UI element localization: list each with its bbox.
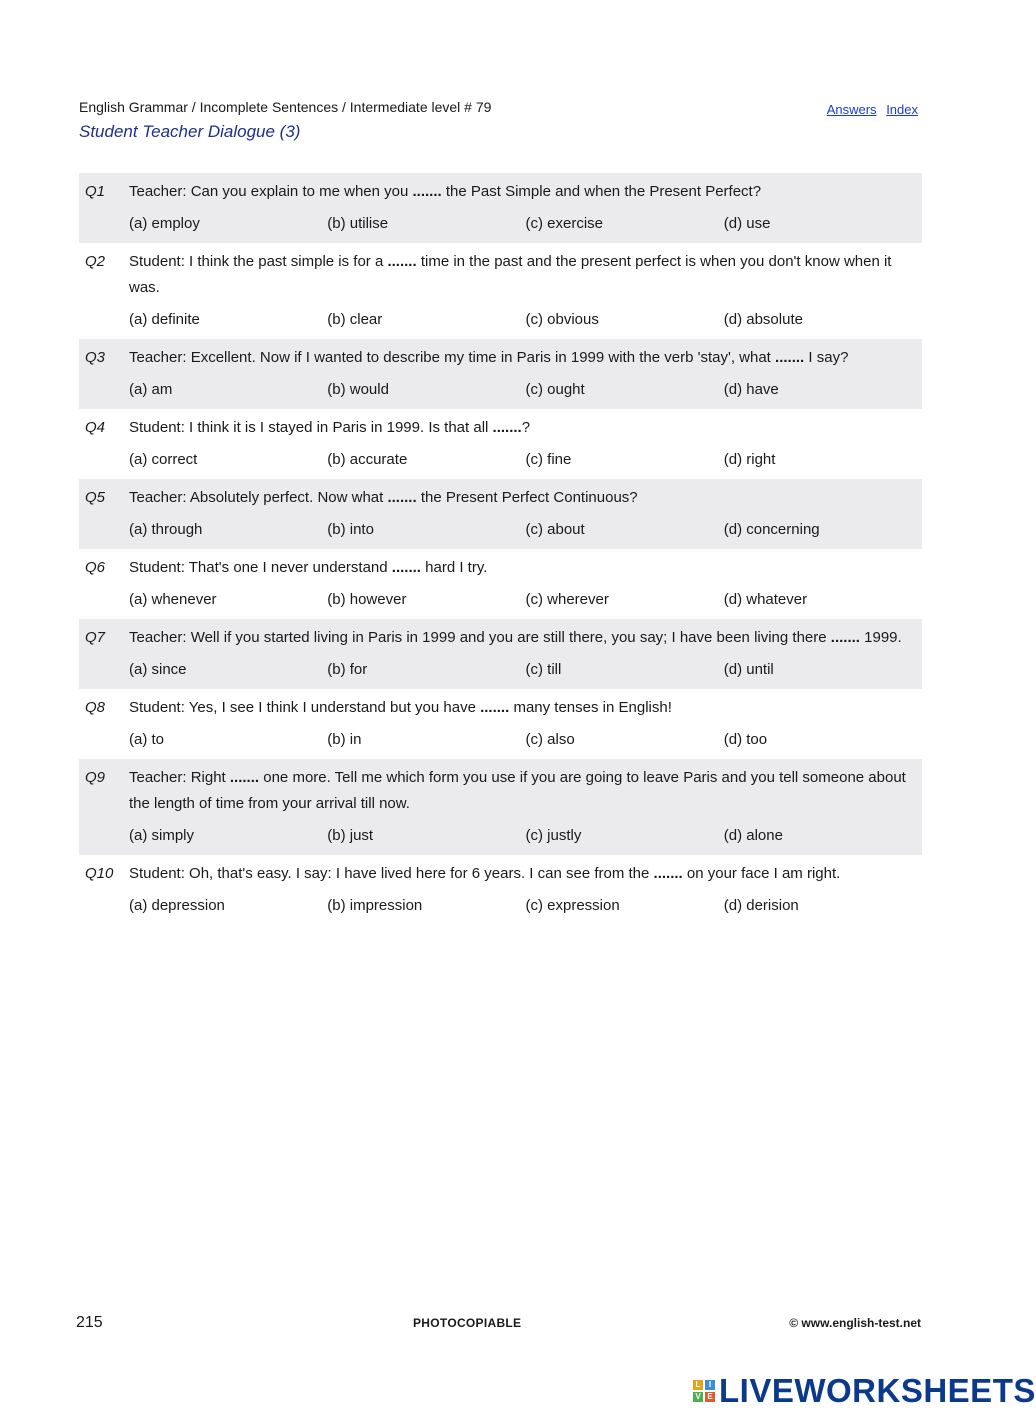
answer-option[interactable]: (b) impression bbox=[327, 897, 423, 914]
answer-option[interactable]: (a) am bbox=[129, 381, 173, 398]
answer-options bbox=[129, 727, 922, 753]
question-row bbox=[79, 249, 922, 301]
question-number: Q6 bbox=[85, 559, 106, 576]
question-text-before: Student: Oh, that's easy. I say: I have lived here for 6 years. I can see from the bbox=[129, 865, 650, 882]
question-text bbox=[129, 415, 922, 441]
question-row bbox=[79, 415, 922, 441]
question-text-after: the Past Simple and when the Present Perfect? bbox=[445, 183, 762, 200]
question-text-before: Teacher: Excellent. Now if I wanted to describe my time in Paris in 1999 with the verb 'stay', what bbox=[129, 349, 771, 366]
answer-option[interactable]: (c) till bbox=[525, 661, 562, 678]
answer-options bbox=[129, 893, 922, 919]
answer-option[interactable]: (d) until bbox=[723, 661, 774, 678]
answer-option[interactable]: (c) also bbox=[525, 731, 575, 748]
question-text-before: Student: Yes, I see I think I understand but you have bbox=[129, 699, 476, 716]
answer-option[interactable]: (a) through bbox=[129, 521, 203, 538]
logo-mark-cell: E bbox=[705, 1392, 715, 1402]
answer-option[interactable]: (b) in bbox=[327, 731, 362, 748]
answer-blank: ....... bbox=[492, 419, 522, 436]
breadcrumb: English Grammar / Incomplete Sentences / Intermediate level # 79 bbox=[79, 99, 492, 115]
answer-options bbox=[129, 211, 922, 237]
index-link[interactable]: Index bbox=[886, 102, 918, 117]
question-item bbox=[79, 549, 922, 619]
question-text bbox=[129, 695, 922, 721]
logo-mark-cell: I bbox=[705, 1380, 715, 1390]
answer-option[interactable]: (b) into bbox=[327, 521, 374, 538]
question-item bbox=[79, 759, 922, 855]
answer-options bbox=[129, 517, 922, 543]
answer-blank: ....... bbox=[387, 253, 417, 270]
question-item bbox=[79, 173, 922, 243]
question-text-before: Teacher: Well if you started living in Paris in 1999 and you are still there, you say; I have been living there bbox=[129, 629, 827, 646]
question-text-after: 1999. bbox=[864, 629, 902, 646]
question-item bbox=[79, 619, 922, 689]
question-number: Q8 bbox=[85, 699, 106, 716]
question-number: Q5 bbox=[85, 489, 106, 506]
answer-blank: ....... bbox=[775, 349, 805, 366]
answer-option[interactable]: (a) depression bbox=[129, 897, 225, 914]
answer-option[interactable]: (b) would bbox=[327, 381, 389, 398]
page-number: 215 bbox=[76, 1314, 103, 1331]
page-title: Student Teacher Dialogue (3) bbox=[79, 122, 301, 141]
question-text-after: ? bbox=[521, 419, 531, 436]
answer-option[interactable]: (d) too bbox=[723, 731, 768, 748]
question-text bbox=[129, 179, 922, 205]
question-item bbox=[79, 409, 922, 479]
question-row bbox=[79, 179, 922, 205]
answer-option[interactable]: (d) derision bbox=[723, 897, 799, 914]
question-item bbox=[79, 479, 922, 549]
question-number: Q10 bbox=[85, 865, 114, 882]
answer-option[interactable]: (c) justly bbox=[525, 827, 582, 844]
answers-link[interactable]: Answers bbox=[826, 102, 877, 117]
answer-option[interactable]: (c) obvious bbox=[525, 311, 599, 328]
top-links bbox=[821, 102, 918, 117]
question-text-after: the Present Perfect Continuous? bbox=[420, 489, 638, 506]
answer-option[interactable]: (c) ought bbox=[525, 381, 585, 398]
liveworksheets-logo bbox=[693, 1372, 1036, 1410]
question-text bbox=[129, 555, 922, 581]
answer-option[interactable]: (a) since bbox=[129, 661, 187, 678]
photocopiable-label: PHOTOCOPIABLE bbox=[413, 1316, 522, 1330]
copyright-text: © www.english-test.net bbox=[789, 1316, 921, 1330]
answer-option[interactable]: (c) exercise bbox=[525, 215, 604, 232]
answer-option[interactable]: (a) correct bbox=[129, 451, 198, 468]
question-text-before: Teacher: Absolutely perfect. Now what bbox=[129, 489, 384, 506]
question-number: Q4 bbox=[85, 419, 106, 436]
question-list bbox=[79, 173, 922, 925]
logo-mark-cell: L bbox=[693, 1380, 703, 1390]
question-number: Q9 bbox=[85, 769, 106, 786]
question-number: Q2 bbox=[85, 253, 106, 270]
answer-blank: ....... bbox=[480, 699, 510, 716]
answer-option[interactable]: (b) clear bbox=[327, 311, 383, 328]
question-text-before: Student: That's one I never understand bbox=[129, 559, 388, 576]
question-row bbox=[79, 695, 922, 721]
question-item bbox=[79, 243, 922, 339]
answer-option[interactable]: (d) alone bbox=[723, 827, 783, 844]
answer-blank: ....... bbox=[391, 559, 421, 576]
question-text bbox=[129, 249, 922, 301]
question-text bbox=[129, 345, 922, 371]
answer-option[interactable]: (c) fine bbox=[525, 451, 572, 468]
question-text-before: Student: I think it is I stayed in Paris in 1999. Is that all bbox=[129, 419, 489, 436]
question-number: Q1 bbox=[85, 183, 106, 200]
answer-option[interactable]: (a) simply bbox=[129, 827, 195, 844]
answer-option[interactable]: (d) absolute bbox=[723, 311, 803, 328]
answer-option[interactable]: (d) use bbox=[723, 215, 771, 232]
answer-option[interactable]: (d) right bbox=[723, 451, 776, 468]
answer-option[interactable]: (a) whenever bbox=[129, 591, 217, 608]
question-text-after: hard I try. bbox=[425, 559, 488, 576]
answer-blank: ....... bbox=[412, 183, 442, 200]
answer-option[interactable]: (a) to bbox=[129, 731, 165, 748]
question-row bbox=[79, 861, 922, 887]
answer-options bbox=[129, 377, 922, 403]
answer-blank: ....... bbox=[830, 629, 860, 646]
question-item bbox=[79, 339, 922, 409]
answer-option[interactable]: (b) for bbox=[327, 661, 368, 678]
answer-options bbox=[129, 823, 922, 849]
question-text-before: Teacher: Right bbox=[129, 769, 226, 786]
answer-blank: ....... bbox=[229, 769, 260, 786]
question-row bbox=[79, 765, 922, 817]
answer-option[interactable]: (d) have bbox=[723, 381, 779, 398]
answer-blank: ....... bbox=[653, 865, 683, 882]
answer-blank: ....... bbox=[387, 489, 417, 506]
answer-options bbox=[129, 447, 922, 473]
question-row bbox=[79, 485, 922, 511]
answer-option[interactable]: (a) definite bbox=[129, 311, 200, 328]
answer-option[interactable]: (b) however bbox=[327, 591, 407, 608]
answer-options bbox=[129, 307, 922, 333]
question-text-after: many tenses in English! bbox=[513, 699, 672, 716]
question-text bbox=[129, 485, 922, 511]
question-text-after: one more. Tell me which form you use if you are going to leave Paris and you tell someone about the length of time from your arrival till now. bbox=[129, 769, 906, 812]
answer-option[interactable]: (b) accurate bbox=[327, 451, 408, 468]
answer-option[interactable]: (c) expression bbox=[525, 897, 620, 914]
question-text bbox=[129, 861, 922, 887]
logo-text: LIVEWORKSHEETS bbox=[719, 1372, 1036, 1409]
answer-options bbox=[129, 587, 922, 613]
answer-option[interactable]: (c) about bbox=[525, 521, 585, 538]
question-number: Q7 bbox=[85, 629, 106, 646]
question-item bbox=[79, 855, 922, 925]
question-number: Q3 bbox=[85, 349, 106, 366]
question-text-before: Student: I think the past simple is for a bbox=[129, 253, 384, 270]
answer-option[interactable]: (d) concerning bbox=[723, 521, 820, 538]
question-text-after: time in the past and the present perfect is when you don't know when it was. bbox=[129, 253, 892, 296]
question-row bbox=[79, 555, 922, 581]
question-text bbox=[129, 765, 922, 817]
answer-option[interactable]: (a) employ bbox=[129, 215, 200, 232]
question-text bbox=[129, 625, 922, 651]
question-text-after: I say? bbox=[808, 349, 849, 366]
answer-option[interactable]: (b) just bbox=[327, 827, 374, 844]
question-item bbox=[79, 689, 922, 759]
question-text-before: Teacher: Can you explain to me when you bbox=[129, 183, 409, 200]
answer-options bbox=[129, 657, 922, 683]
question-row bbox=[79, 345, 922, 371]
answer-option[interactable]: (d) whatever bbox=[723, 591, 808, 608]
question-row bbox=[79, 625, 922, 651]
answer-option[interactable]: (c) wherever bbox=[525, 591, 609, 608]
logo-mark-icon bbox=[693, 1380, 715, 1402]
question-text-after: on your face I am right. bbox=[686, 865, 841, 882]
logo-mark-cell: V bbox=[693, 1392, 703, 1402]
answer-option[interactable]: (b) utilise bbox=[327, 215, 389, 232]
